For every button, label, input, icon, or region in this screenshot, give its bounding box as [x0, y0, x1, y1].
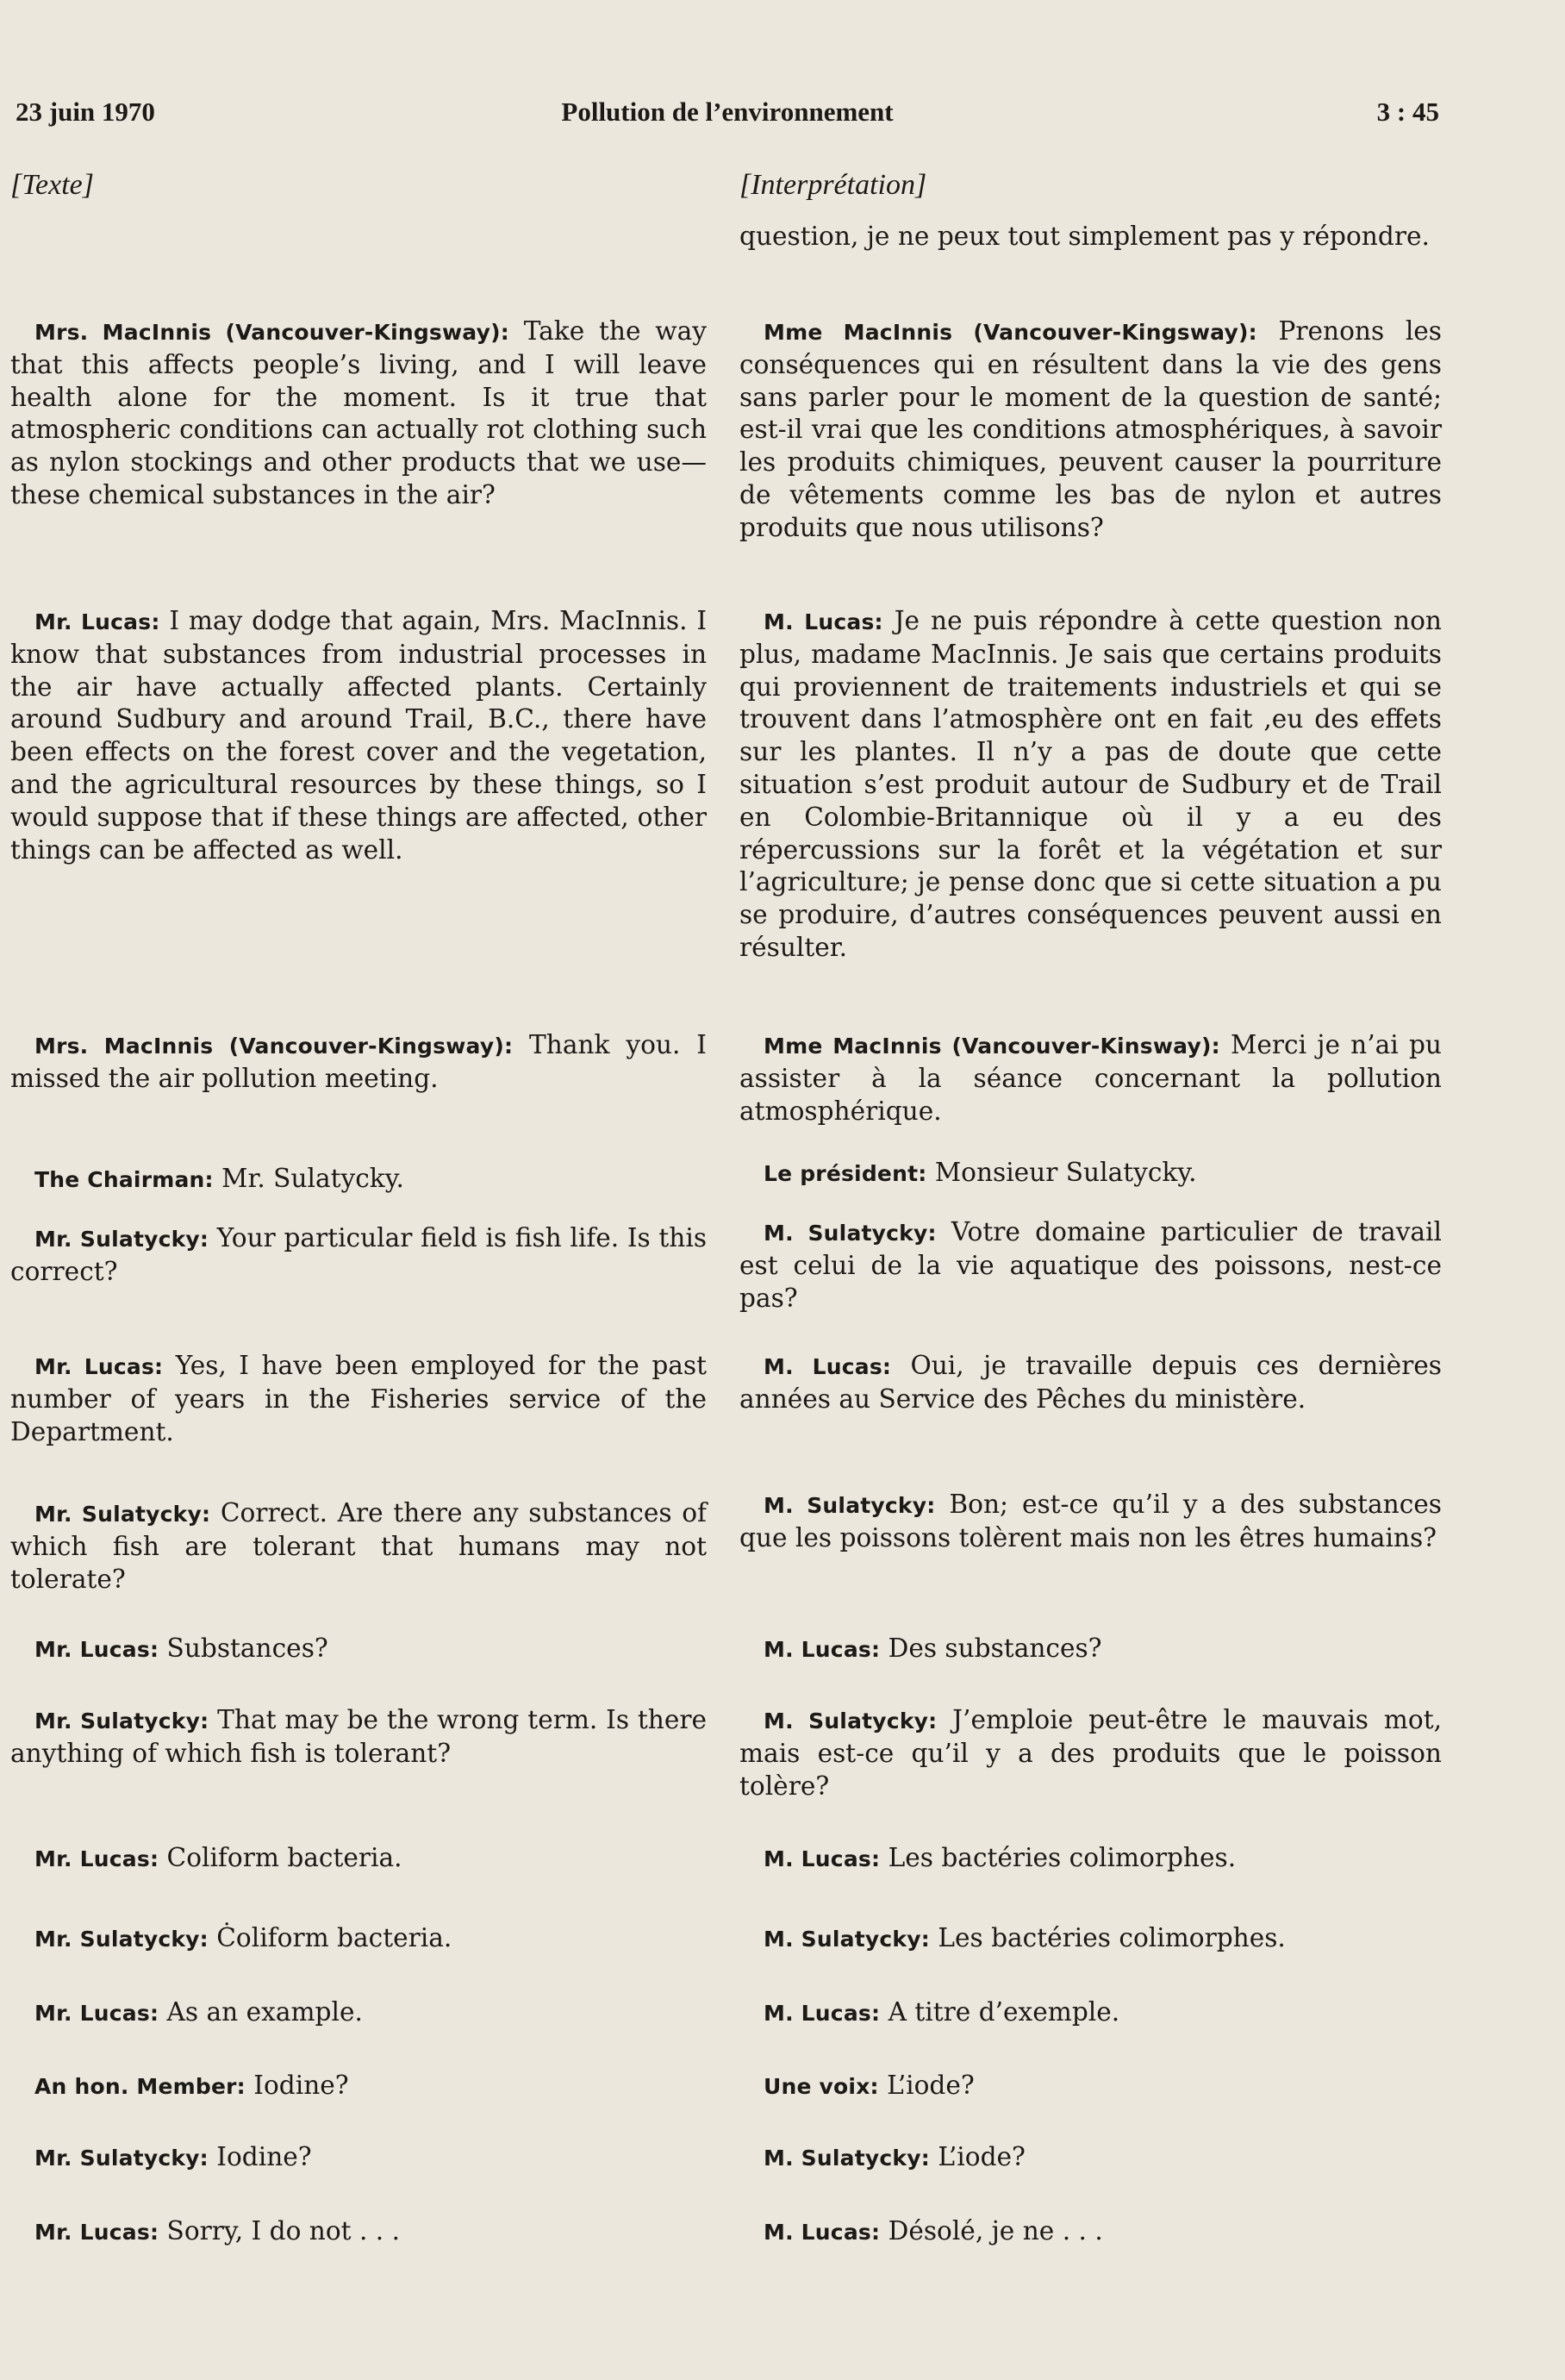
- french-column: [739, 169, 1442, 2376]
- transcript-entry: Une voix: L’iode?: [764, 2071, 975, 2100]
- transcript-entry: Mr. Sulatycky: Correct. Are there any substances of which fish are tolerant that humans may not tolerate?: [10, 1498, 707, 1594]
- transcript-entry: Mr. Sulatycky: That may be the wrong term. Is there anything of which fish is tolerant?: [10, 1705, 708, 1768]
- transcript-entry: M. Lucas: Je ne puis répondre à cette question non plus, madame MacInnis. Je sais que certains produits qui proviennent de traitements industriels et qui se trouvent dans l’atmosphère ont en fait ,eu des effets sur les plantes. Il n’y a pas de doute que cette situation s’est produit autour de Sudbury et de Trail en Colombie-Britannique où il y a eu des répercussions sur la forêt et la végétation et sur l’agriculture; je pense donc que si cette situation a pu se produire, d’autres conséquences peuvent aussi en résulter.: [739, 606, 1442, 962]
- transcript-entry: Mr. Sulatycky: Ċoliform bacteria.: [34, 1923, 452, 1952]
- transcript-entry: Mr. Lucas: Yes, I have been employed for the past number of years in the Fisheries service of the Department.: [10, 1351, 707, 1446]
- column-tag-text: [Interprétation]: [739, 169, 927, 201]
- transcript-entry: Le président: Monsieur Sulatycky.: [764, 1158, 1197, 1187]
- transcript-entry: M. Sulatycky: L’iode?: [764, 2142, 1026, 2171]
- transcript-entry: Mme MacInnis (Vancouver-Kingsway): Prenons les conséquences qui en résultent dans la vie des gens sans parler pour le moment de la question de santé; est-il vrai que les conditions atmosphériques, à savoir les produits chimiques, peuvent causer la pourriture de vêtements comme les bas de nylon et autres produits que nous utilisons?: [739, 316, 1442, 542]
- header-date: 23 juin 1970: [16, 97, 155, 127]
- column-tag-text: [Texte]: [10, 169, 94, 201]
- transcript-entry: Mr. Lucas: Sorry, I do not . . .: [34, 2216, 401, 2246]
- transcript-entry: M. Sulatycky: Bon; est-ce qu’il y a des substances que les poissons tolèrent mais non les êtres humains?: [739, 1490, 1442, 1552]
- page-header: [16, 97, 1439, 140]
- english-column: [10, 169, 707, 2376]
- transcript-entry: M. Lucas: Les bactéries colimorphes.: [764, 1843, 1237, 1872]
- transcript-entry: Mr. Lucas: Substances?: [34, 1634, 328, 1663]
- transcript-entry: M. Lucas: Des substances?: [764, 1634, 1102, 1663]
- transcript-entry: M. Lucas: Oui, je travaille depuis ces dernières années au Service des Pêches du ministère.: [739, 1351, 1442, 1414]
- transcript-entry: Mrs. MacInnis (Vancouver-Kingsway): Thank you. I missed the air pollution meeting.: [10, 1030, 707, 1093]
- transcript-entry: Mrs. MacInnis (Vancouver-Kingsway): Take the way that this affects people’s living, and I will leave health alone for the moment. Is it true that atmospheric conditions can actually rot clothing such as nylon stockings and other products that we use—these chemical substances in the air?: [10, 316, 707, 509]
- transcript-entry: M. Lucas: A titre d’exemple.: [764, 1997, 1120, 2027]
- transcript-entry: Mr. Lucas: As an example.: [34, 1997, 363, 2027]
- transcript-entry: Mr. Lucas: Coliform bacteria.: [34, 1843, 402, 1872]
- transcript-entry: M. Sulatycky: J’emploie peut-être le mauvais mot, mais est-ce qu’il y a des produits que le poisson tolère?: [739, 1705, 1442, 1801]
- transcript-entry: M. Sulatycky: Votre domaine particulier de travail est celui de la vie aquatique des poissons, nest-ce pas?: [739, 1217, 1442, 1313]
- transcript-entry: The Chairman: Mr. Sulatycky.: [34, 1164, 404, 1193]
- continuation-text: question, je ne peux tout simplement pas y répondre.: [739, 222, 1430, 251]
- transcript-entry: Mr. Sulatycky: Your particular field is fish life. Is this correct?: [10, 1223, 708, 1286]
- transcript-entry: Mr. Sulatycky: Iodine?: [34, 2142, 312, 2171]
- header-page-number: 3 : 45: [1376, 97, 1439, 127]
- transcript-entry: M. Lucas: Désolé, je ne . . .: [764, 2216, 1103, 2246]
- header-title: Pollution de l’environnement: [561, 97, 894, 127]
- transcript-entry: Mme MacInnis (Vancouver-Kinsway): Merci je n’ai pu assister à la séance concernant la pollution atmosphérique.: [739, 1030, 1442, 1126]
- transcript-entry: M. Sulatycky: Les bactéries colimorphes.: [764, 1923, 1286, 1952]
- transcript-entry: Mr. Lucas: I may dodge that again, Mrs. MacInnis. I know that substances from industrial processes in the air have actually affected plants. Certainly around Sudbury and around Trail, B.C., there have been effects on the forest cover and the vegetation, and the agricultural resources by these things, so I would suppose that if these things are affected, other things can be affected as well.: [10, 606, 708, 865]
- transcript-entry: An hon. Member: Iodine?: [34, 2071, 349, 2100]
